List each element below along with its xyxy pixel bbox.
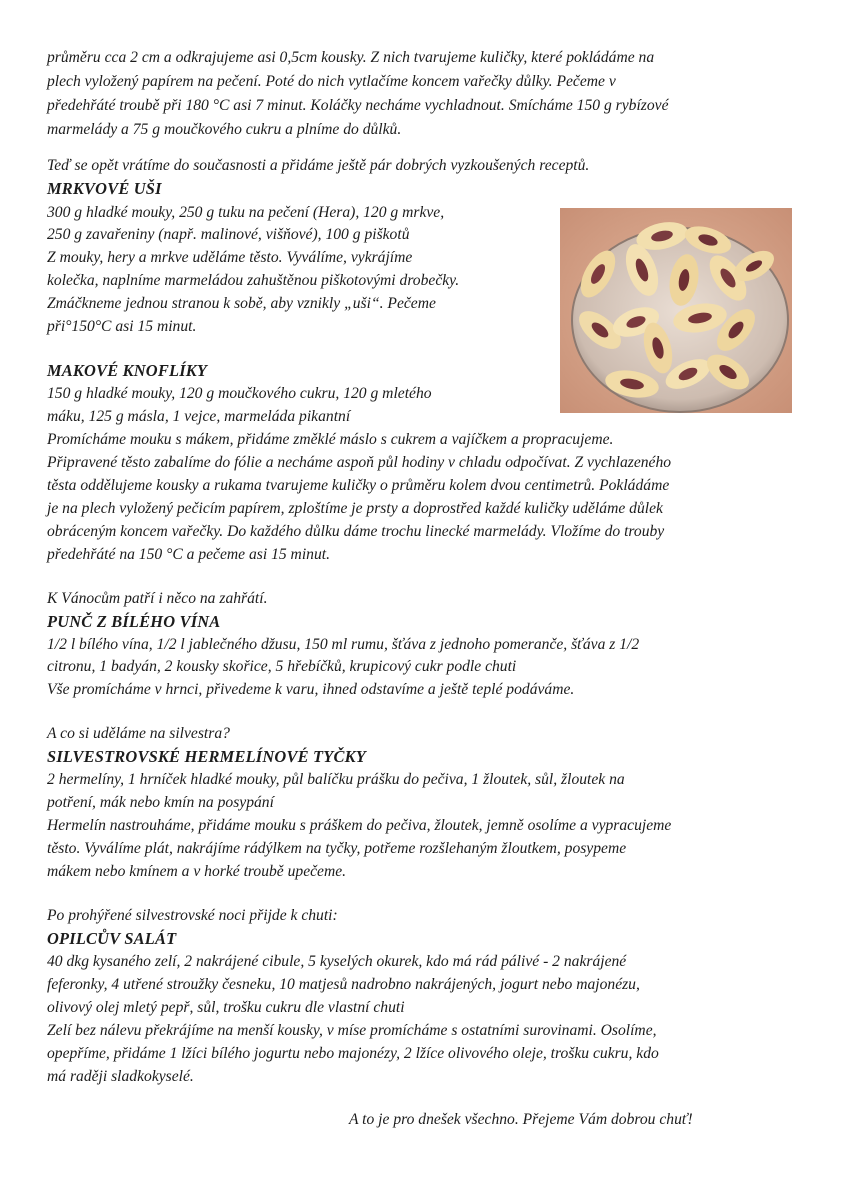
recipe-line: těsta oddělujeme kousky a rukama tvarujeme kuličky o průměru kolem dvou centimetrů. Pokládáme — [47, 477, 670, 494]
recipe-line: předehřáté na 150 °C a pečeme asi 15 minut. — [47, 546, 330, 563]
intro-line: plech vyložený papírem na pečení. Poté do nich vytlačíme koncem vařečky důlky. Pečeme v — [47, 73, 616, 90]
recipe-title-hermelinove-tycky: SILVESTROVSKÉ HERMELÍNOVÉ TYČKY — [47, 747, 366, 766]
recipe-title-opilcuv-salat: OPILCŮV SALÁT — [47, 929, 177, 948]
recipe-line: citronu, 1 badyán, 2 kousky skořice, 5 hřebíčků, krupicový cukr podle chuti — [47, 658, 517, 675]
intro-line: předehřáté troubě při 180 °C asi 7 minut. Koláčky necháme vychladnout. Smícháme 150 g rybízové — [47, 97, 669, 114]
closing-text: A to je pro dnešek všechno. Přejeme Vám dobrou chuť! — [349, 1111, 693, 1128]
recipe-line: 2 hermelíny, 1 hrníček hladké mouky, půl balíčku prášku do pečiva, 1 žloutek, sůl, žloutek na — [47, 771, 625, 788]
recipe-line: Zmáčkneme jednou stranou k sobě, aby vznikly „uši“. Pečeme — [47, 295, 436, 312]
recipe-line: 1/2 l bílého vína, 1/2 l jablečného džusu, 150 ml rumu, šťáva z jednoho pomeranče, šťáva z 1/2 — [47, 636, 640, 653]
recipe-title-punc: PUNČ Z BÍLÉHO VÍNA — [47, 612, 221, 631]
recipe-line: Vše promícháme v hrnci, přivedeme k varu, ihned odstavíme a ještě teplé podáváme. — [47, 681, 575, 698]
recipe-line: při°150°C asi 15 minut. — [47, 318, 197, 335]
recipe-line: těsto. Vyválíme plát, nakrájíme rádýlkem na tyčky, potřeme rozšlehaným žloutkem, posypeme — [47, 840, 627, 857]
transition-text: Po prohýřené silvestrovské noci přijde k chuti: — [47, 907, 338, 924]
recipe-line: 250 g zavařeniny (např. malinové, višňové), 100 g piškotů — [47, 226, 410, 243]
recipe-line: potření, mák nebo kmín na posypání — [47, 794, 274, 811]
recipe-line: kolečka, naplníme marmeládou zahuštěnou piškotovými drobečky. — [47, 272, 460, 289]
recipe-line: Promícháme mouku s mákem, přidáme změklé máslo s cukrem a vajíčkem a propracujeme. — [47, 431, 614, 448]
recipe-line: Hermelín nastrouháme, přidáme mouku s práškem do pečiva, žloutek, jemně osolíme a vypracujeme — [47, 817, 672, 834]
recipe-line: má raději sladkokyselé. — [47, 1068, 194, 1085]
recipe-line: máku, 125 g másla, 1 vejce, marmeláda pikantní — [47, 408, 351, 425]
recipe-line: mákem nebo kmínem a v horké troubě upečeme. — [47, 863, 347, 880]
transition-text: A co si uděláme na silvestra? — [47, 725, 230, 742]
cookies-photo — [560, 208, 792, 413]
intro-line: průměru cca 2 cm a odkrajujeme asi 0,5cm kousky. Z nich tvarujeme kuličky, které pokládáme na — [47, 49, 655, 66]
recipe-line: 300 g hladké mouky, 250 g tuku na pečení (Hera), 120 g mrkve, — [47, 204, 445, 221]
recipe-line: Z mouky, hery a mrkve uděláme těsto. Vyválíme, vykrájíme — [47, 249, 413, 266]
recipe-line: 150 g hladké mouky, 120 g moučkového cukru, 120 g mletého — [47, 385, 432, 402]
recipe-line: Zelí bez nálevu překrájíme na menší kousky, v míse promícháme s ostatními surovinami. Osolíme, — [47, 1022, 657, 1039]
recipe-title-makove-knofliky: MAKOVÉ KNOFLÍKY — [47, 361, 208, 380]
transition-text: Teď se opět vrátíme do současnosti a přidáme ještě pár dobrých vyzkoušených receptů. — [47, 157, 590, 174]
transition-text: K Vánocům patří i něco na zahřátí. — [47, 590, 268, 607]
recipe-line: opepříme, přidáme 1 lžíci bílého jogurtu nebo majonézy, 2 lžíce olivového oleje, trošku cukru, kdo — [47, 1045, 659, 1062]
recipe-line: je na plech vyložený pečicím papírem, zploštíme je prsty a doprostřed každé kuličky uděláme důlek — [47, 500, 663, 517]
recipe-line: feferonky, 4 utřené stroužky česneku, 10 matjesů nadrobno nakrájených, jogurt nebo majonézu, — [47, 976, 640, 993]
intro-line: marmelády a 75 g moučkového cukru a plníme do důlků. — [47, 121, 402, 138]
recipe-line: 40 dkg kysaného zelí, 2 nakrájené cibule, 5 kyselých okurek, kdo má rád pálivé - 2 nakrájené — [47, 953, 627, 970]
recipe-line: Připravené těsto zabalíme do fólie a necháme aspoň půl hodiny v chladu odpočívat. Z vychlazeného — [47, 454, 672, 471]
recipe-line: olivový olej mletý pepř, sůl, trošku cukru dle vlastní chuti — [47, 999, 405, 1016]
recipe-line: obráceným koncem vařečky. Do každého důlku dáme trochu linecké marmelády. Vložíme do trouby — [47, 523, 665, 540]
recipe-title-mrkvove-usi: MRKVOVÉ UŠI — [47, 179, 162, 198]
